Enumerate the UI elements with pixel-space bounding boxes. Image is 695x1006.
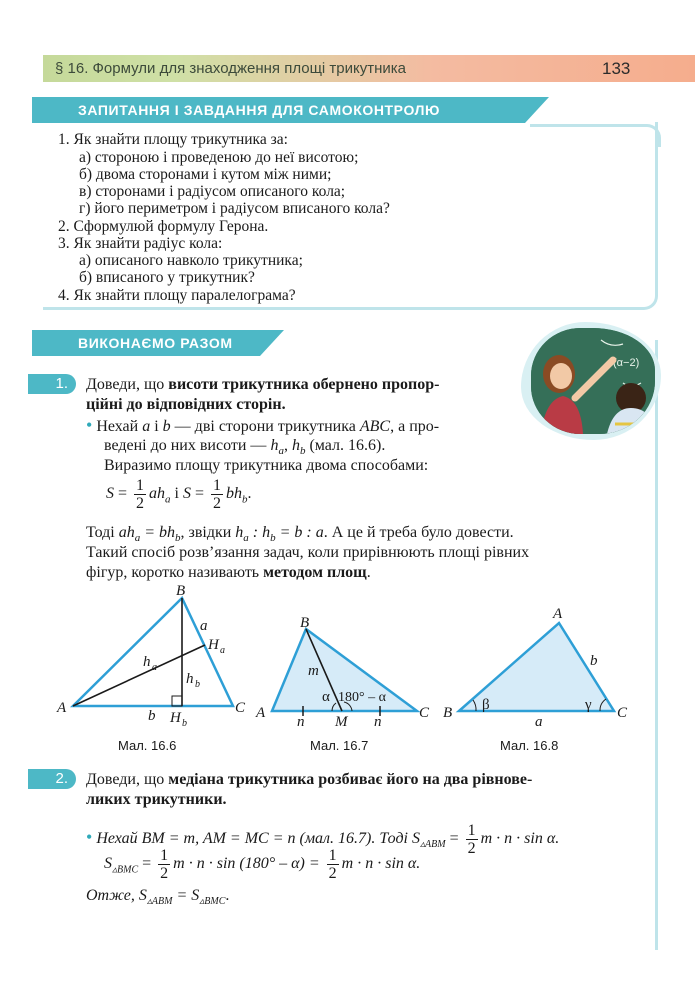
- together-heading-text: ВИКОНАЄМО РАЗОМ: [78, 335, 233, 351]
- fig3-label-side-a: a: [535, 714, 543, 730]
- fig1-label-Ha-sub: a: [220, 645, 225, 656]
- task-1-formula: S = $\frac{1}{2}$ $ah_a$ і S = $\frac{1}{2}$ $bh_b$.: [106, 477, 252, 512]
- task-1-number: 1.: [28, 374, 76, 394]
- fig1-label-Hb-sub: b: [182, 718, 187, 729]
- fig3-label-B: B: [443, 705, 453, 721]
- section-title: § 16. Формули для знаходження площі трикутника: [55, 60, 407, 77]
- fig3-label-C: C: [617, 705, 628, 721]
- question-1b: б) двома сторонами і кутом між ними;: [79, 166, 332, 183]
- question-1a: а) стороною і проведеною до неї висотою;: [79, 149, 359, 166]
- fig3-label-beta: β: [482, 697, 490, 713]
- task-2-statement: медіана трикутника розбиває його на два рівнове-: [168, 771, 533, 788]
- fig2-label-m: m: [308, 663, 319, 679]
- fig1-label-Ha: H: [208, 637, 219, 653]
- fig2-label-n-right: n: [374, 714, 382, 730]
- photo-blob: [521, 322, 661, 440]
- task-1-bullet-line-1: • Нехай a і b — дві сторони трикутника ABC, а про-: [86, 415, 440, 435]
- task-1-conclusion-line-2: Такий спосіб розв’язання задач, коли прирівнюють площі рівних: [86, 544, 530, 561]
- fig1-label-Hb: H: [170, 710, 181, 726]
- task-1-line-1: [86, 375, 439, 394]
- fig1-label-C: C: [235, 700, 246, 716]
- fig2-label-A: A: [256, 705, 266, 721]
- chalk-formula: (α−2): [613, 357, 640, 369]
- fig2-label-B: B: [300, 615, 310, 631]
- fig1-label-hb-sub: b: [195, 679, 200, 690]
- fig3-label-side-b: b: [590, 653, 598, 669]
- task-2-bullet-line-2: $S_{▵BMC}$ = $\frac{1}{2}$ m · n · sin (180° – α) = $\frac{1}{2}$ m · n · sin α.: [104, 847, 421, 882]
- caption-16-8: Мал. 16.8: [500, 738, 559, 753]
- fig1-label-B: B: [176, 583, 186, 599]
- bullet-icon: •: [86, 415, 93, 435]
- self-check-frame-corner: [530, 124, 661, 147]
- task-2-line-2: [86, 790, 227, 809]
- fig2-label-n-left: n: [297, 714, 305, 730]
- question-1: 1. Як знайти площу трикутника за:: [58, 131, 288, 148]
- fig2-label-M: M: [335, 714, 348, 730]
- question-1d: г) його периметром і радіусом вписаного кола?: [79, 200, 390, 217]
- method-name: методом площ: [263, 564, 367, 581]
- figure-16-6: [56, 583, 246, 729]
- fig1-label-side-a: a: [200, 618, 208, 634]
- fig3-label-gamma: γ: [585, 697, 592, 713]
- fig1-label-side-b: b: [148, 708, 156, 724]
- bullet-icon: •: [86, 827, 93, 847]
- fig1-label-ha: h: [143, 654, 151, 670]
- task-2-bullet-line-1: • Нехай BM = m, AM = MC = n (мал. 16.7). Тоді $S_{▵ABM}$ = $\frac{1}{2}$ m · n · sin α.: [86, 821, 560, 857]
- question-4: 4. Як знайти площу паралелограма?: [58, 287, 296, 304]
- question-1c: в) сторонами і радіусом описаного кола;: [79, 183, 346, 200]
- fig1-label-hb: h: [186, 671, 194, 687]
- question-2: 2. Сформулюй формулу Герона.: [58, 218, 269, 235]
- task-1-bullet-line-3: Виразимо площу трикутника двома способами:: [104, 457, 429, 474]
- task-1-conclusion-line-1: Тоді $ah_a = bh_b$, звідки $h_a$ : $h_b = b$ : a. А це й треба було довести.: [86, 524, 514, 545]
- figure-16-8: [443, 606, 628, 730]
- task-1-statement: висоти трикутника обернено пропор-: [168, 376, 440, 393]
- task-2-conclusion: Отже, $S_{▵ABM} = S_{▵BMC}$.: [86, 887, 230, 908]
- fig2-label-alpha: α: [322, 689, 330, 705]
- task-2-statement-cont: ликих трикутники.: [86, 791, 227, 808]
- task-1-line-2: [86, 395, 286, 414]
- task-2-prefix: Доведи, що: [86, 771, 169, 788]
- question-3: 3. Як знайти радіус кола:: [58, 235, 223, 252]
- task-1-conclusion-line-3: фігур, коротко називають методом площ.: [86, 564, 371, 581]
- task-2-number: 2.: [28, 769, 76, 789]
- classroom-illustration: [531, 328, 655, 434]
- caption-16-7: Мал. 16.7: [310, 738, 369, 753]
- fig1-label-A: A: [57, 700, 67, 716]
- fig2-label-supplement: 180° – α: [338, 690, 386, 705]
- task-1-bullet-line-2: ведені до них висоти — $h_a$, $h_b$ (мал. 16.6).: [104, 437, 386, 458]
- question-3b: б) вписаного у трикутник?: [79, 269, 255, 286]
- caption-16-6: Мал. 16.6: [118, 738, 177, 753]
- fig2-label-C: C: [419, 705, 430, 721]
- task-2-line-1: [86, 770, 532, 789]
- figure-16-7: [255, 615, 430, 730]
- fig3-label-A: A: [553, 606, 563, 622]
- question-3a: а) описаного навколо трикутника;: [79, 252, 303, 269]
- self-check-heading: [32, 97, 525, 123]
- task-1-prefix: Доведи, що: [86, 376, 169, 393]
- figures-area: [0, 580, 695, 740]
- fig1-label-ha-sub: a: [152, 662, 157, 673]
- task-1-statement-cont: ційні до відповідних сторін.: [86, 396, 286, 413]
- self-check-heading-text: ЗАПИТАННЯ І ЗАВДАННЯ ДЛЯ САМОКОНТРОЛЮ: [78, 102, 441, 118]
- page-number: 133: [602, 59, 631, 78]
- classroom-photo: [531, 328, 655, 434]
- together-heading: [32, 330, 260, 356]
